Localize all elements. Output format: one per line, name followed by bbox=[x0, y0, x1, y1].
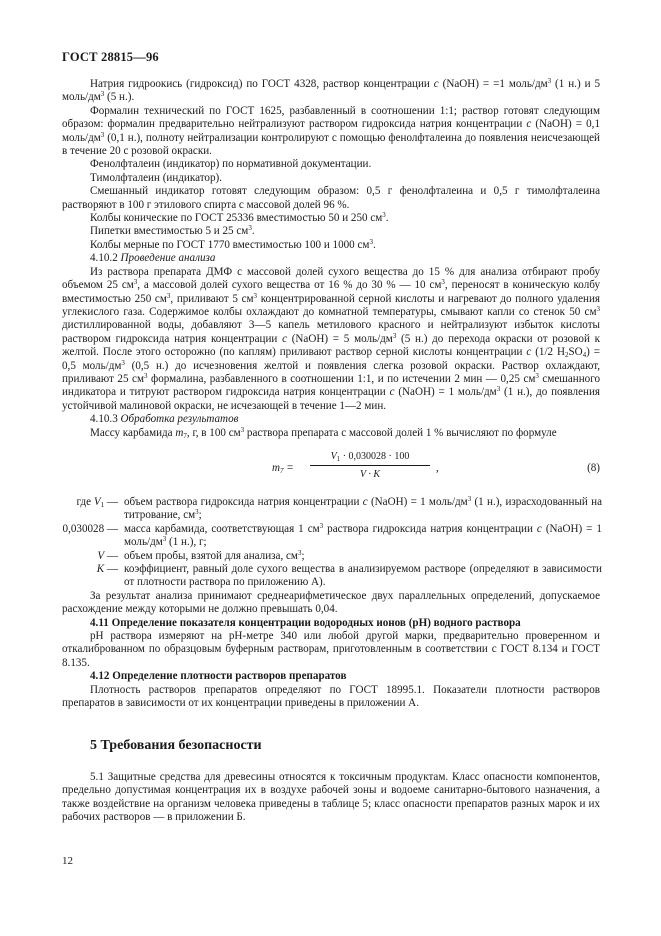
legend-symbol: K — bbox=[96, 563, 118, 575]
formula-legend bbox=[62, 494, 603, 590]
formula-fraction bbox=[310, 450, 430, 482]
paragraph-6: Пипетки вместимостью 5 и 25 $см^3$. bbox=[90, 224, 255, 238]
paragraph-9: Из раствора препарата ДМФ с массовой долей сухого вещества до 15 % для анализа отбирают пробу объемом 25 $см^3$, а массовой долей сухого вещества от 16 % до 30 % — 10 $см^3$, переносят в коническую колбу вместимостью 250 $см^3$, приливают 5 $см^3$ концентрированной серной кислоты и нагревают до полного удаления углекислого газа. Содержимое колбы охлаждают до комнатной температуры, смывают капли со стенок 50 $см^3$ дистиллированной воды, добавляют 3—5 капель метилового красного и нейтрализуют избыток кислоты раствором гидроксида натрия концентрации c (NaOH) = 5 моль/$дм^3$ (5 н.) до перехода окраски от розовой к желтой. После этого осторожно (по каплям) приливают раствор серной кислоты концентрации c (1/2 $H_2SO_4) = 0,5$ моль/$дм^3$ (0,5 н.) до исчезновения желтой и появления слегка розовой окраски. Раствор охлаждают, приливают 25 $см^3$ формалина, разбавленного в соотношении 1:1, и по истечении 2 мин — 0,25 $см^3$ смешанного индикатора и титруют раствором гидроксида натрия концентрации c (NaOH) = 1 моль/$дм^3$ (1 н.), до появления устойчивой малиновой окраски, не исчезающей в течение 1—2 мин. bbox=[62, 265, 601, 412]
paragraphs-top bbox=[62, 78, 600, 440]
document-header: ГОСТ 28815—96 bbox=[62, 50, 159, 64]
paragraphs-mid bbox=[62, 590, 600, 711]
formula-numerator: $V_1 \cdot 0,030028 \cdot 100$ bbox=[310, 450, 430, 466]
formula-number: (8) bbox=[587, 461, 600, 474]
legend-description: коэффициент, равный доле сухого вещества в анализируемом растворе (определяют в зависимости от плотности раствора по приложению А). bbox=[124, 563, 602, 589]
paragraph-8: 4.10.2 Проведение анализа bbox=[90, 252, 216, 265]
legend-symbol: V — bbox=[97, 549, 118, 562]
document-body bbox=[62, 77, 603, 710]
paragraph-4: Смешанный индикатор готовят следующим образом: 0,5 г фенолфталеина и 0,5 г тимолфталеина растворяют в 100 г этилового спирта с массовой долей 96 %. bbox=[62, 185, 600, 211]
legend-description: объем раствора гидроксида натрия концентрации c (NaOH) = 1 моль/$дм^3$ (1 н.), израсходованный на титрование, $см^3$; bbox=[124, 494, 603, 522]
paragraph-mid-4: Плотность растворов препаратов определяют по ГОСТ 18995.1. Показатели плотности растворов препаратов в зависимости от их концентрации приведены в приложении А. bbox=[62, 683, 600, 710]
paragraph-3: Тимолфталеин (индикатор). bbox=[90, 171, 222, 184]
legend-symbol: 0,030028 — bbox=[62, 522, 118, 535]
paragraph-11: Массу карбамида $m_7$, г, в 100 $см^3$ раствора препарата с массовой долей 1 % вычисляют по формуле bbox=[90, 425, 557, 440]
legend-description: масса карбамида, соответствующая 1 $см^3$ раствора гидроксида натрия концентрации c (NaOH) = 1 моль/$дм^3$ (1 н.), г; bbox=[124, 521, 602, 549]
paragraph-mid-2: pH раствора измеряют на pH-метре 340 или любой другой марки, предварительно проверенном и откалиброванном по образцовым буферным растворам, приготовленным в соответствии с ГОСТ 8.134 и ГОСТ 8.135. bbox=[62, 630, 600, 669]
legend-symbol: где $V_1$ — bbox=[76, 495, 118, 509]
paragraph-2: Фенолфталеин (индикатор) по нормативной документации. bbox=[90, 158, 372, 171]
paragraph-7: Колбы мерные по ГОСТ 1770 вместимостью 100 и 1000 $см^3$. bbox=[90, 237, 376, 251]
section-title: 5 Требования безопасности bbox=[90, 738, 262, 753]
paragraph-sec5-0: 5.1 Защитные средства для древесины относятся к токсичным продуктам. Класс опасности компонентов, предельно допустимая концентрация их в воздухе рабочей зоны и водоеме санитарно-бытового назначения, а также воздействие на организм человека приведены в таблице 5; класс опасности препаратов разных марок и их рабочих растворов — в приложении Б. bbox=[62, 771, 600, 824]
paragraph-0: Натрия гидроокись (гидроксид) по ГОСТ 4328, раствор концентрации c (NaOH) = =1 моль/$дм^3$ (1 н.) и 5 моль/$дм^3$ (5 н.). bbox=[62, 77, 600, 104]
paragraph-1: Формалин технический по ГОСТ 1625, разбавленный в соотношении 1:1; раствор готовят следующим образом: формалин предварительно нейтрализуют раствором гидроксида натрия концентрации c (NaOH) = 0,1 моль/$дм^3$ (0,1 н.), полноту нейтрализации контролируют с помощью фенолфталеина до появления неисчезающей в течение 20 с розовой окраски. bbox=[62, 104, 600, 158]
paragraph-mid-3: 4.12 Определение плотности растворов препаратов bbox=[90, 670, 347, 683]
formula-denominator: V · K bbox=[359, 469, 381, 481]
paragraph-mid-0: За результат анализа принимают среднеарифметическое двух параллельных определений, допускаемое расхождение между которыми не должно превышать 0,04. bbox=[62, 589, 600, 616]
paragraph-10: 4.10.3 Обработка результатов bbox=[90, 413, 239, 426]
formula-8 bbox=[62, 446, 600, 494]
legend-description: объем пробы, взятой для анализа, $см^3$; bbox=[124, 548, 305, 562]
formula-lhs: $m_7$ = bbox=[272, 461, 294, 475]
page-number: 12 bbox=[62, 855, 73, 867]
paragraph-mid-1: 4.11 Определение показателя концентрации водородных ионов (pH) водного раствора bbox=[90, 616, 521, 629]
paragraph-5: Колбы конические по ГОСТ 25336 вместимостью 50 и 250 $см^3$. bbox=[90, 211, 389, 225]
formula-comma: , bbox=[436, 461, 439, 474]
section-5-body bbox=[62, 771, 600, 825]
